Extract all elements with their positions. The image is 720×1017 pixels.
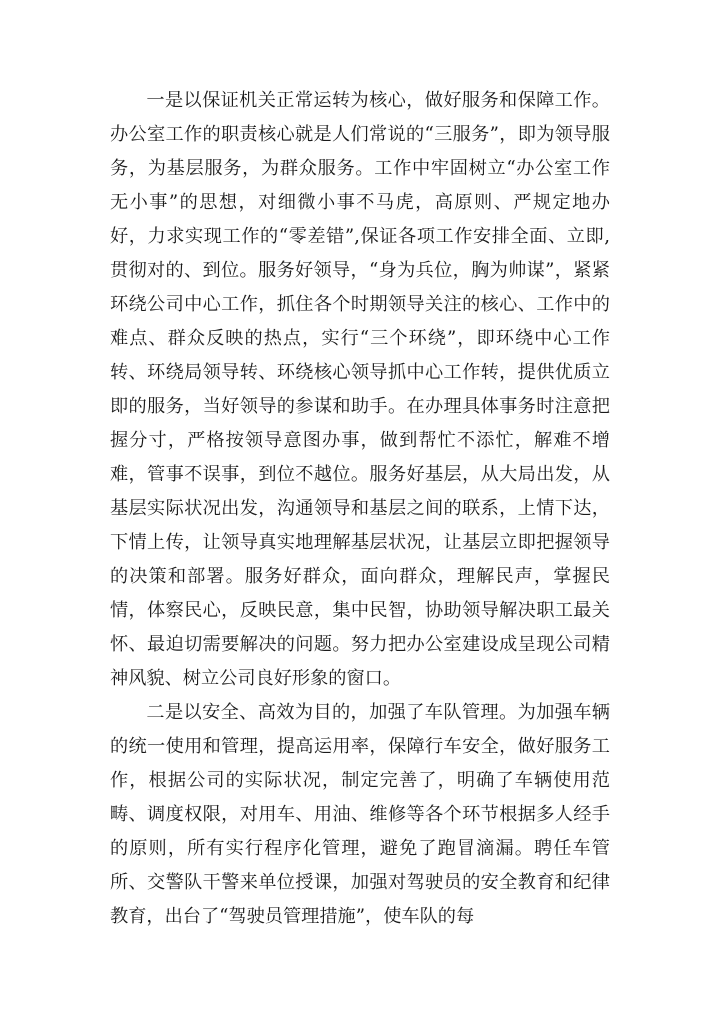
paragraph-1: 一是以保证机关正常运转为核心，做好服务和保障工作。办公室工作的职责核心就是人们常说的“三服务”，即为领导服务，为基层服务，为群众服务。工作中牢固树立“办公室工作无小事”的思想，对细微小事不马虎，高原则、严规定地办好，力求实现工作的“零差错”,保证各项工作安排全面、立即,贯彻对的、到位。服务好领导，“身为兵位，胸为帅谋”，紧紧环绕公司中心工作，抓住各个时期领导关注的核心、工作中的难点、群众反映的热点，实行“三个环绕”，即环绕中心工作转、环绕局领导转、环绕核心领导抓中心工作转，提供优质立即的服务，当好领导的参谋和助手。在办理具体事务时注意把握分寸，严格按领导意图办事，做到帮忙不添忙，解难不增难，管事不误事，到位不越位。服务好基层，从大局出发，从基层实际状况出发，沟通领导和基层之间的联系，上情下达，下情上传，让领导真实地理解基层状况，让基层立即把握领导的决策和部署。服务好群众，面向群众，理解民声，掌握民情，体察民心，反映民意，集中民智，协助领导解决职工最关怀、最迫切需要解决的问题。努力把办公室建设成呈现公司精神风貌、树立公司良好形象的窗口。 <box>110 90 610 689</box>
document-page <box>110 84 610 934</box>
paragraph-2: 二是以安全、高效为目的，加强了车队管理。为加强车辆的统一使用和管理，提高运用率，保障行车安全，做好服务工作，根据公司的实际状况，制定完善了，明确了车辆使用范畴、调度权限，对用车、用油、维修等各个环节根据多人经手的原则，所有实行程序化管理，避免了跑冒滴漏。聘任车管所、交警队干警来单位授课，加强对驾驶员的安全教育和纪律教育，出台了“驾驶员管理措施”，使车队的每 <box>110 702 610 927</box>
